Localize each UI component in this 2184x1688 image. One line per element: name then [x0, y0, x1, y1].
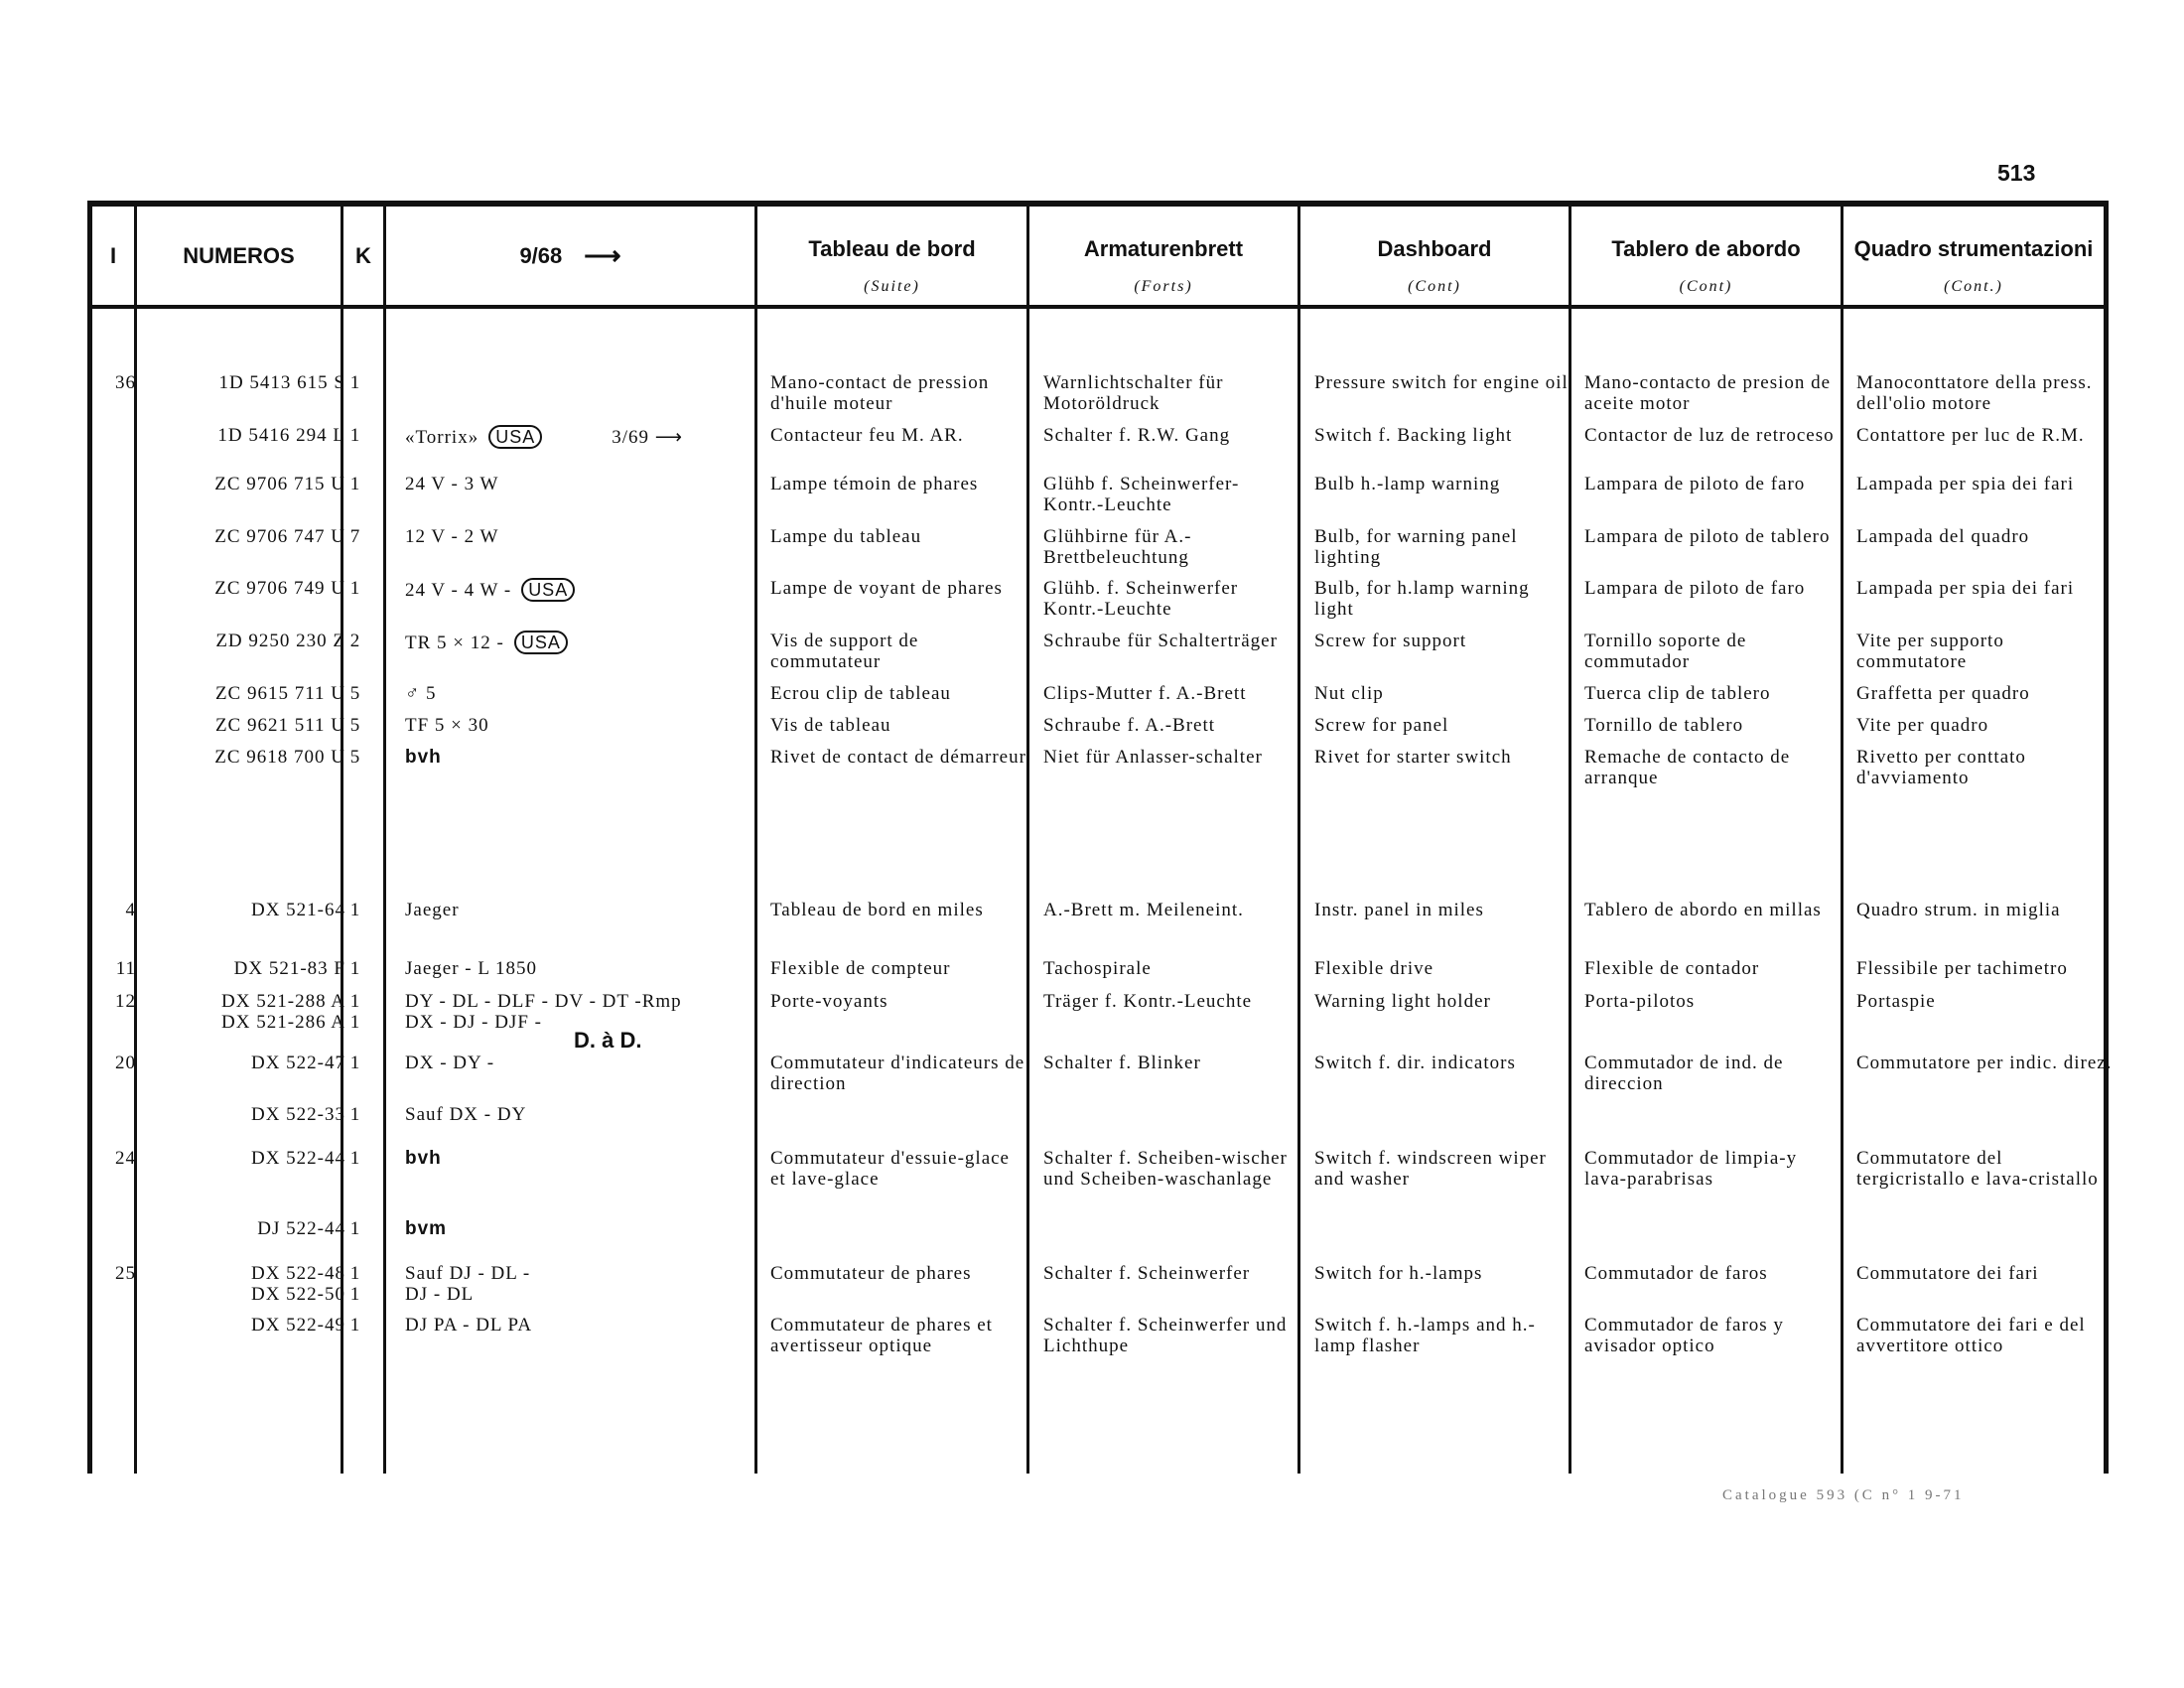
desc-de: Träger f. Kontr.-Leuchte	[1043, 991, 1253, 1012]
part-spec	[405, 578, 822, 602]
quantity: 7	[349, 526, 361, 547]
desc-fr: Vis de support de commutateur	[770, 631, 919, 672]
desc-it: Quadro strum. in miglia	[1856, 900, 2061, 920]
desc-it: Commutatore dei fari	[1856, 1263, 2039, 1284]
desc-it: Vite per quadro	[1856, 715, 1989, 736]
desc-de: Schraube für Schalterträger	[1043, 631, 1278, 651]
desc-es: Commutador de faros y avisador optico	[1584, 1315, 1784, 1356]
desc-it: Lampada per spia dei fari	[1856, 578, 2075, 599]
part-number: ZC 9621 511 U	[214, 715, 345, 736]
desc-fr: Rivet de contact de démarreur	[770, 747, 1026, 768]
part-spec	[405, 1053, 822, 1073]
header-lang-title: Quadro strumentazioni	[1853, 236, 2094, 261]
quantity: 1	[349, 1012, 361, 1033]
part-spec-text: Jaeger - L 1850	[405, 958, 537, 979]
desc-es: Commutador de ind. de direccion	[1584, 1053, 1784, 1094]
quantity: 5	[349, 715, 361, 736]
header-numeros: NUMEROS	[183, 242, 295, 268]
quantity: 1	[349, 1284, 361, 1305]
desc-es: Lampara de piloto de tablero	[1584, 526, 1831, 547]
col-divider	[1026, 207, 1029, 1474]
header-model	[386, 207, 754, 305]
part-spec-text: 12 V - 2 W	[405, 526, 499, 547]
desc-de: Schalter f. Scheinwerfer und Lichthupe	[1043, 1315, 1288, 1356]
part-spec	[405, 474, 822, 494]
footer-catalogue: Catalogue 593 (C n° 1 9-71	[1722, 1487, 1965, 1503]
quantity: 1	[349, 1263, 361, 1284]
header-k: K	[355, 242, 371, 268]
desc-fr: Contacteur feu M. AR.	[770, 425, 964, 446]
desc-it: Lampada per spia dei fari	[1856, 474, 2075, 494]
desc-it: Commutatore per indic. direz.	[1856, 1053, 2113, 1073]
quantity: 1	[349, 1315, 361, 1336]
part-spec-text: DX - DY -	[405, 1053, 495, 1073]
part-number: 1D 5413 615 S	[218, 372, 345, 393]
part-spec-text: 24 V - 3 W	[405, 474, 499, 494]
desc-es: Remache de contacto de arranque	[1584, 747, 1791, 788]
usa-badge: USA	[521, 578, 575, 602]
part-number: ZC 9618 700 U	[214, 747, 345, 768]
part-spec	[405, 1218, 822, 1239]
desc-de: Schalter f. Blinker	[1043, 1053, 1201, 1073]
desc-en: Flexible drive	[1314, 958, 1434, 979]
desc-it: Commutatore del tergicristallo e lava-cristallo	[1856, 1148, 2099, 1190]
desc-de: Schalter f. Scheiben-wischer und Scheiben-waschanlage	[1043, 1148, 1288, 1190]
desc-en: Switch for h.-lamps	[1314, 1263, 1483, 1284]
quantity: 1	[349, 900, 361, 920]
part-number: DX 522-50	[250, 1284, 345, 1305]
page-number: 513	[1997, 160, 2036, 186]
desc-it: Lampada del quadro	[1856, 526, 2030, 547]
quantity: 1	[349, 425, 361, 446]
part-spec-text: ♂ 5	[405, 683, 437, 704]
header-lang-it	[1843, 207, 2104, 305]
row-figure-ref: 25	[115, 1263, 136, 1284]
desc-en: Screw for support	[1314, 631, 1467, 651]
col-divider	[1841, 207, 1843, 1474]
quantity: 2	[349, 631, 361, 651]
quantity: 1	[349, 1104, 361, 1125]
part-spec-text: TR 5 × 12 -	[405, 633, 504, 653]
header-lang-sub: (Cont.)	[1944, 278, 2003, 295]
part-number: DJ 522-44	[257, 1218, 345, 1239]
part-spec	[405, 991, 822, 1012]
desc-en: Bulb, for warning panel lighting	[1314, 526, 1518, 568]
part-spec	[405, 631, 822, 654]
quantity: 1	[349, 991, 361, 1012]
part-spec	[405, 1104, 822, 1125]
desc-es: Tornillo de tablero	[1584, 715, 1744, 736]
desc-de: Glühb. f. Scheinwerfer Kontr.-Leuchte	[1043, 578, 1239, 620]
desc-fr: Commutateur d'indicateurs de direction	[770, 1053, 1025, 1094]
part-spec	[405, 747, 822, 768]
row-figure-ref: 12	[115, 991, 136, 1012]
usa-badge: USA	[514, 631, 568, 654]
header-lang-fr	[757, 207, 1026, 305]
part-spec-text: 24 V - 4 W -	[405, 580, 512, 601]
part-number: ZC 9615 711 U	[214, 683, 345, 704]
usa-badge: USA	[488, 425, 542, 449]
desc-es: Porta-pilotos	[1584, 991, 1696, 1012]
part-spec: DJ - DL	[405, 1284, 475, 1305]
part-number: ZC 9706 749 U	[214, 578, 345, 599]
part-number: ZD 9250 230 Z	[215, 631, 345, 651]
quantity: 5	[349, 683, 361, 704]
header-lang-title: Dashboard	[1377, 236, 1492, 261]
desc-en: Switch f. Backing light	[1314, 425, 1513, 446]
part-spec	[405, 958, 822, 979]
desc-de: Schalter f. Scheinwerfer	[1043, 1263, 1251, 1284]
arrow-icon: ⟶	[584, 240, 621, 270]
desc-de: Schraube f. A.-Brett	[1043, 715, 1216, 736]
desc-es: Contactor de luz de retroceso	[1584, 425, 1835, 446]
part-number: DX 522-49	[250, 1315, 345, 1336]
desc-fr: Commutateur de phares	[770, 1263, 972, 1284]
part-spec-text: bvh	[405, 1148, 442, 1169]
desc-de: A.-Brett m. Meileneint.	[1043, 900, 1244, 920]
part-number: 1D 5416 294 L	[217, 425, 345, 446]
desc-es: Lampara de piloto de faro	[1584, 474, 1806, 494]
desc-en: Bulb, for h.lamp warning light	[1314, 578, 1530, 620]
desc-es: Tuerca clip de tablero	[1584, 683, 1771, 704]
part-spec-text: Sauf DJ - DL -	[405, 1263, 531, 1284]
part-number: DX 522-48	[250, 1263, 345, 1284]
desc-en: Warning light holder	[1314, 991, 1491, 1012]
part-number: DX 522-33	[250, 1104, 345, 1125]
part-spec-text: bvh	[405, 747, 442, 768]
header-rule	[87, 305, 2109, 309]
quantity: 1	[349, 372, 361, 393]
quantity: 1	[349, 578, 361, 599]
validity-note: 3/69 ⟶	[612, 427, 684, 448]
part-spec	[405, 900, 822, 920]
quantity: 1	[349, 958, 361, 979]
desc-de: Tachospirale	[1043, 958, 1152, 979]
desc-en: Instr. panel in miles	[1314, 900, 1484, 920]
header-lang-sub: (Suite)	[864, 278, 920, 295]
quantity: 1	[349, 1218, 361, 1239]
desc-fr: Flexible de compteur	[770, 958, 951, 979]
desc-fr: Mano-contact de pression d'huile moteur	[770, 372, 990, 414]
desc-fr: Lampe du tableau	[770, 526, 922, 547]
desc-de: Glühb f. Scheinwerfer-Kontr.-Leuchte	[1043, 474, 1240, 515]
desc-it: Portaspie	[1856, 991, 1936, 1012]
desc-it: Graffetta per quadro	[1856, 683, 2030, 704]
part-number: ZC 9706 747 U	[214, 526, 345, 547]
quantity: 1	[349, 1148, 361, 1169]
part-spec	[405, 1148, 822, 1169]
part-spec	[405, 1263, 822, 1284]
desc-es: Tablero de abordo en millas	[1584, 900, 1822, 920]
desc-it: Flessibile per tachimetro	[1856, 958, 2068, 979]
part-spec-text: bvm	[405, 1218, 448, 1239]
part-number: ZC 9706 715 U	[214, 474, 345, 494]
desc-es: Flexible de contador	[1584, 958, 1760, 979]
header-model-text: 9/68	[519, 242, 563, 268]
part-number: DX 522-44	[250, 1148, 345, 1169]
desc-en: Screw for panel	[1314, 715, 1449, 736]
row-figure-ref: 24	[115, 1148, 136, 1169]
desc-fr: Ecrou clip de tableau	[770, 683, 951, 704]
desc-it: Contattore per luc de R.M.	[1856, 425, 2085, 446]
desc-en: Switch f. dir. indicators	[1314, 1053, 1516, 1073]
desc-it: Manoconttatore della press. dell'olio motore	[1856, 372, 2093, 414]
desc-es: Commutador de limpia-y lava-parabrisas	[1584, 1148, 1798, 1190]
header-lang-title: Tableau de bord	[808, 236, 976, 261]
desc-en: Switch f. windscreen wiper and washer	[1314, 1148, 1547, 1190]
desc-de: Niet für Anlasser-schalter	[1043, 747, 1263, 768]
quantity: 1	[349, 1053, 361, 1073]
desc-fr: Commutateur d'essuie-glace et lave-glace	[770, 1148, 1010, 1190]
part-spec: DX - DJ - DJF -	[405, 1012, 542, 1033]
header-lang-title: Tablero de abordo	[1611, 236, 1801, 261]
desc-fr: Lampe témoin de phares	[770, 474, 979, 494]
row-figure-ref: 20	[115, 1053, 136, 1073]
desc-es: Mano-contacto de presion de aceite motor	[1584, 372, 1832, 414]
quantity: 5	[349, 747, 361, 768]
desc-en: Nut clip	[1314, 683, 1384, 704]
part-number: DX 521-83 F	[233, 958, 345, 979]
part-spec	[405, 425, 822, 449]
section-title: D. à D.	[574, 1028, 642, 1053]
part-spec-text: TF 5 × 30	[405, 715, 489, 736]
part-spec-text: DY - DL - DLF - DV - DT -Rmp	[405, 991, 682, 1012]
part-spec	[405, 526, 822, 547]
part-spec	[405, 715, 822, 736]
header-lang-es	[1571, 207, 1841, 305]
header-lang-title: Armaturenbrett	[1083, 236, 1244, 261]
desc-es: Lampara de piloto de faro	[1584, 578, 1806, 599]
col-divider	[383, 207, 386, 1474]
desc-it: Commutatore dei fari e del avvertitore ottico	[1856, 1315, 2086, 1356]
header-fig: I	[109, 242, 117, 268]
desc-fr: Tableau de bord en miles	[770, 900, 984, 920]
desc-fr: Porte-voyants	[770, 991, 888, 1012]
header-lang-de	[1029, 207, 1297, 305]
part-number: DX 522-47	[250, 1053, 345, 1073]
desc-it: Rivetto per conttato d'avviamento	[1856, 747, 2026, 788]
desc-en: Switch f. h.-lamps and h.-lamp flasher	[1314, 1315, 1536, 1356]
header-lang-sub: (Forts)	[1134, 278, 1193, 295]
header-lang-en	[1300, 207, 1569, 305]
row-figure-ref: 36	[115, 372, 136, 393]
part-number: DX 521-288 A	[221, 991, 345, 1012]
quantity: 1	[349, 474, 361, 494]
part-spec-text: DJ PA - DL PA	[405, 1315, 533, 1336]
desc-es: Commutador de faros	[1584, 1263, 1768, 1284]
desc-en: Bulb h.-lamp warning	[1314, 474, 1501, 494]
part-spec-text: Sauf DX - DY	[405, 1104, 527, 1125]
header-lang-sub: (Cont)	[1679, 278, 1733, 295]
parts-table	[87, 201, 2113, 1474]
desc-en: Pressure switch for engine oil	[1314, 372, 1569, 393]
part-number: DX 521-286 A	[221, 1012, 345, 1033]
desc-fr: Lampe de voyant de phares	[770, 578, 1003, 599]
part-spec	[405, 1315, 822, 1336]
row-figure-ref: 11	[115, 958, 136, 979]
desc-fr: Commutateur de phares et avertisseur optique	[770, 1315, 993, 1356]
desc-de: Schalter f. R.W. Gang	[1043, 425, 1231, 446]
desc-es: Tornillo soporte de commutador	[1584, 631, 1747, 672]
row-figure-ref: 4	[125, 900, 136, 920]
part-spec	[405, 683, 822, 704]
part-number: DX 521-64	[250, 900, 345, 920]
desc-it: Vite per supporto commutatore	[1856, 631, 2004, 672]
desc-de: Clips-Mutter f. A.-Brett	[1043, 683, 1247, 704]
header-lang-sub: (Cont)	[1408, 278, 1461, 295]
desc-fr: Vis de tableau	[770, 715, 891, 736]
desc-de: Glühbirne für A.-Brettbeleuchtung	[1043, 526, 1192, 568]
desc-en: Rivet for starter switch	[1314, 747, 1512, 768]
desc-de: Warnlichtschalter für Motoröldruck	[1043, 372, 1224, 414]
part-spec-text: Jaeger	[405, 900, 460, 920]
part-spec-text: «Torrix»	[405, 427, 479, 448]
